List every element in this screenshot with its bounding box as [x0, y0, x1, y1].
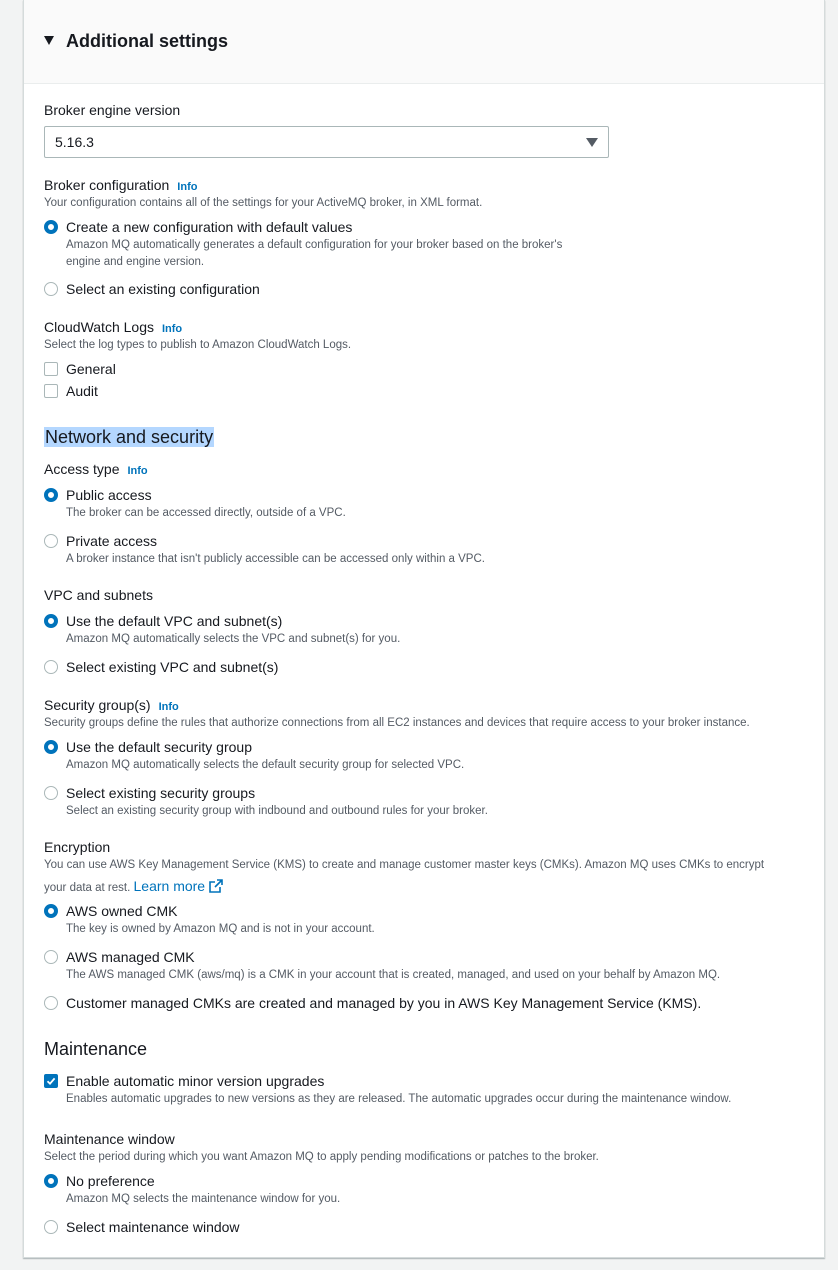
option-description: The AWS managed CMK (aws/mq) is a CMK in your account that is created, managed, and used on your behalf by Amazon MQ. — [66, 969, 721, 981]
access-type-label — [44, 461, 148, 477]
maintenance-window-label: Maintenance window — [44, 1131, 175, 1147]
dropdown-arrow-icon — [586, 138, 598, 147]
radio-existing-vpc[interactable] — [44, 660, 58, 674]
option-label[interactable]: AWS owned CMK — [66, 903, 178, 919]
radio-private-access[interactable] — [44, 534, 58, 548]
panel-title: Additional settings — [66, 31, 228, 51]
option-label[interactable]: Use the default security group — [66, 739, 252, 755]
cloudwatch-label — [44, 319, 182, 335]
radio-default-security-group[interactable] — [44, 740, 58, 754]
panel-header[interactable] — [24, 0, 824, 84]
option-description: Amazon MQ automatically selects the VPC and subnet(s) for you. — [66, 633, 401, 645]
option-label[interactable]: Use the default VPC and subnet(s) — [66, 613, 283, 629]
radio-existing-security-groups[interactable] — [44, 786, 58, 800]
radio-public-access[interactable] — [44, 488, 58, 502]
option-description: engine and engine version. — [66, 256, 205, 268]
cloudwatch-label-text: CloudWatch Logs — [44, 319, 154, 335]
option-label[interactable]: AWS managed CMK — [66, 949, 195, 965]
additional-settings-panel — [23, 0, 825, 1258]
option-description: The key is owned by Amazon MQ and is not in your account. — [66, 923, 375, 935]
vpc-label: VPC and subnets — [44, 587, 153, 603]
encryption-description: You can use AWS Key Management Service (KMS) to create and manage customer master keys (CMKs). Amazon MQ uses CMKs to encrypt — [44, 859, 765, 871]
option-label[interactable]: Select maintenance window — [66, 1219, 240, 1235]
broker-config-label — [44, 177, 197, 193]
option-description: The broker can be accessed directly, outside of a VPC. — [66, 507, 346, 519]
option-label[interactable]: Select existing VPC and subnet(s) — [66, 659, 279, 675]
maintenance-section-title: Maintenance — [44, 1039, 148, 1059]
encryption-description-text: your data at rest. — [44, 882, 131, 894]
security-groups-description: Security groups define the rules that authorize connections from all EC2 instances and devices that require access to your broker instance. — [44, 717, 750, 729]
broker-config-label-text: Broker configuration — [44, 177, 170, 193]
option-label[interactable]: Private access — [66, 533, 158, 549]
security-groups-label-text: Security group(s) — [44, 697, 151, 713]
caret-down-icon[interactable] — [44, 36, 54, 45]
checkbox-general[interactable] — [44, 362, 58, 376]
option-description: Amazon MQ automatically generates a default configuration for your broker based on the broker's — [66, 239, 563, 251]
option-description: Amazon MQ selects the maintenance window for you. — [66, 1193, 341, 1205]
option-label[interactable]: Select existing security groups — [66, 785, 256, 801]
broker-config-info-link[interactable]: Info — [177, 181, 198, 193]
checkbox-audit[interactable] — [44, 384, 58, 398]
checkbox-label[interactable]: Audit — [66, 383, 98, 399]
security-groups-label — [44, 697, 179, 713]
radio-select-existing-config[interactable] — [44, 282, 58, 296]
access-type-info-link[interactable]: Info — [127, 465, 148, 477]
broker-engine-label: Broker engine version — [44, 102, 181, 118]
cloudwatch-description: Select the log types to publish to Amazon CloudWatch Logs. — [44, 339, 352, 351]
option-label[interactable]: Create a new configuration with default values — [66, 219, 353, 235]
option-description: Enables automatic upgrades to new versions as they are released. The automatic upgrades occur during the maintenance window. — [66, 1093, 732, 1105]
checkbox-auto-upgrade[interactable] — [44, 1074, 58, 1088]
option-label[interactable]: Public access — [66, 487, 152, 503]
broker-config-description: Your configuration contains all of the settings for your ActiveMQ broker, in XML format. — [44, 197, 483, 209]
broker-engine-select[interactable] — [44, 126, 609, 158]
network-title-text: Network and security — [45, 427, 214, 447]
checkbox-label[interactable]: General — [66, 361, 116, 377]
radio-default-vpc[interactable] — [44, 614, 58, 628]
checkmark-icon — [46, 1076, 56, 1086]
encryption-description-2 — [44, 878, 223, 894]
radio-select-maintenance-window[interactable] — [44, 1220, 58, 1234]
radio-customer-managed-cmk[interactable] — [44, 996, 58, 1010]
option-description: Select an existing security group with indbound and outbound rules for your broker. — [66, 805, 488, 817]
network-section-title — [44, 427, 214, 448]
radio-no-preference[interactable] — [44, 1174, 58, 1188]
option-label[interactable]: No preference — [66, 1173, 155, 1189]
cloudwatch-info-link[interactable]: Info — [161, 323, 183, 335]
option-label[interactable]: Customer managed CMKs are created and managed by you in AWS Key Management Service (KMS). — [66, 995, 702, 1011]
radio-aws-managed-cmk[interactable] — [44, 950, 58, 964]
checkbox-label[interactable]: Enable automatic minor version upgrades — [66, 1073, 325, 1089]
learn-more-link[interactable] — [134, 878, 224, 894]
broker-engine-value: 5.16.3 — [55, 134, 94, 150]
option-description: A broker instance that isn't publicly accessible can be accessed only within a VPC. — [66, 553, 485, 565]
radio-create-new-config[interactable] — [44, 220, 58, 234]
option-label[interactable]: Select an existing configuration — [66, 281, 260, 297]
access-type-label-text: Access type — [44, 461, 120, 477]
security-groups-info-link[interactable]: Info — [158, 701, 179, 713]
external-link-icon — [209, 879, 223, 893]
option-description: Amazon MQ automatically selects the default security group for selected VPC. — [66, 759, 465, 771]
encryption-label: Encryption — [44, 839, 111, 855]
maintenance-window-description: Select the period during which you want Amazon MQ to apply pending modifications or patches to the broker. — [44, 1151, 599, 1163]
learn-more-text[interactable]: Learn more — [133, 878, 206, 894]
radio-aws-owned-cmk[interactable] — [44, 904, 58, 918]
